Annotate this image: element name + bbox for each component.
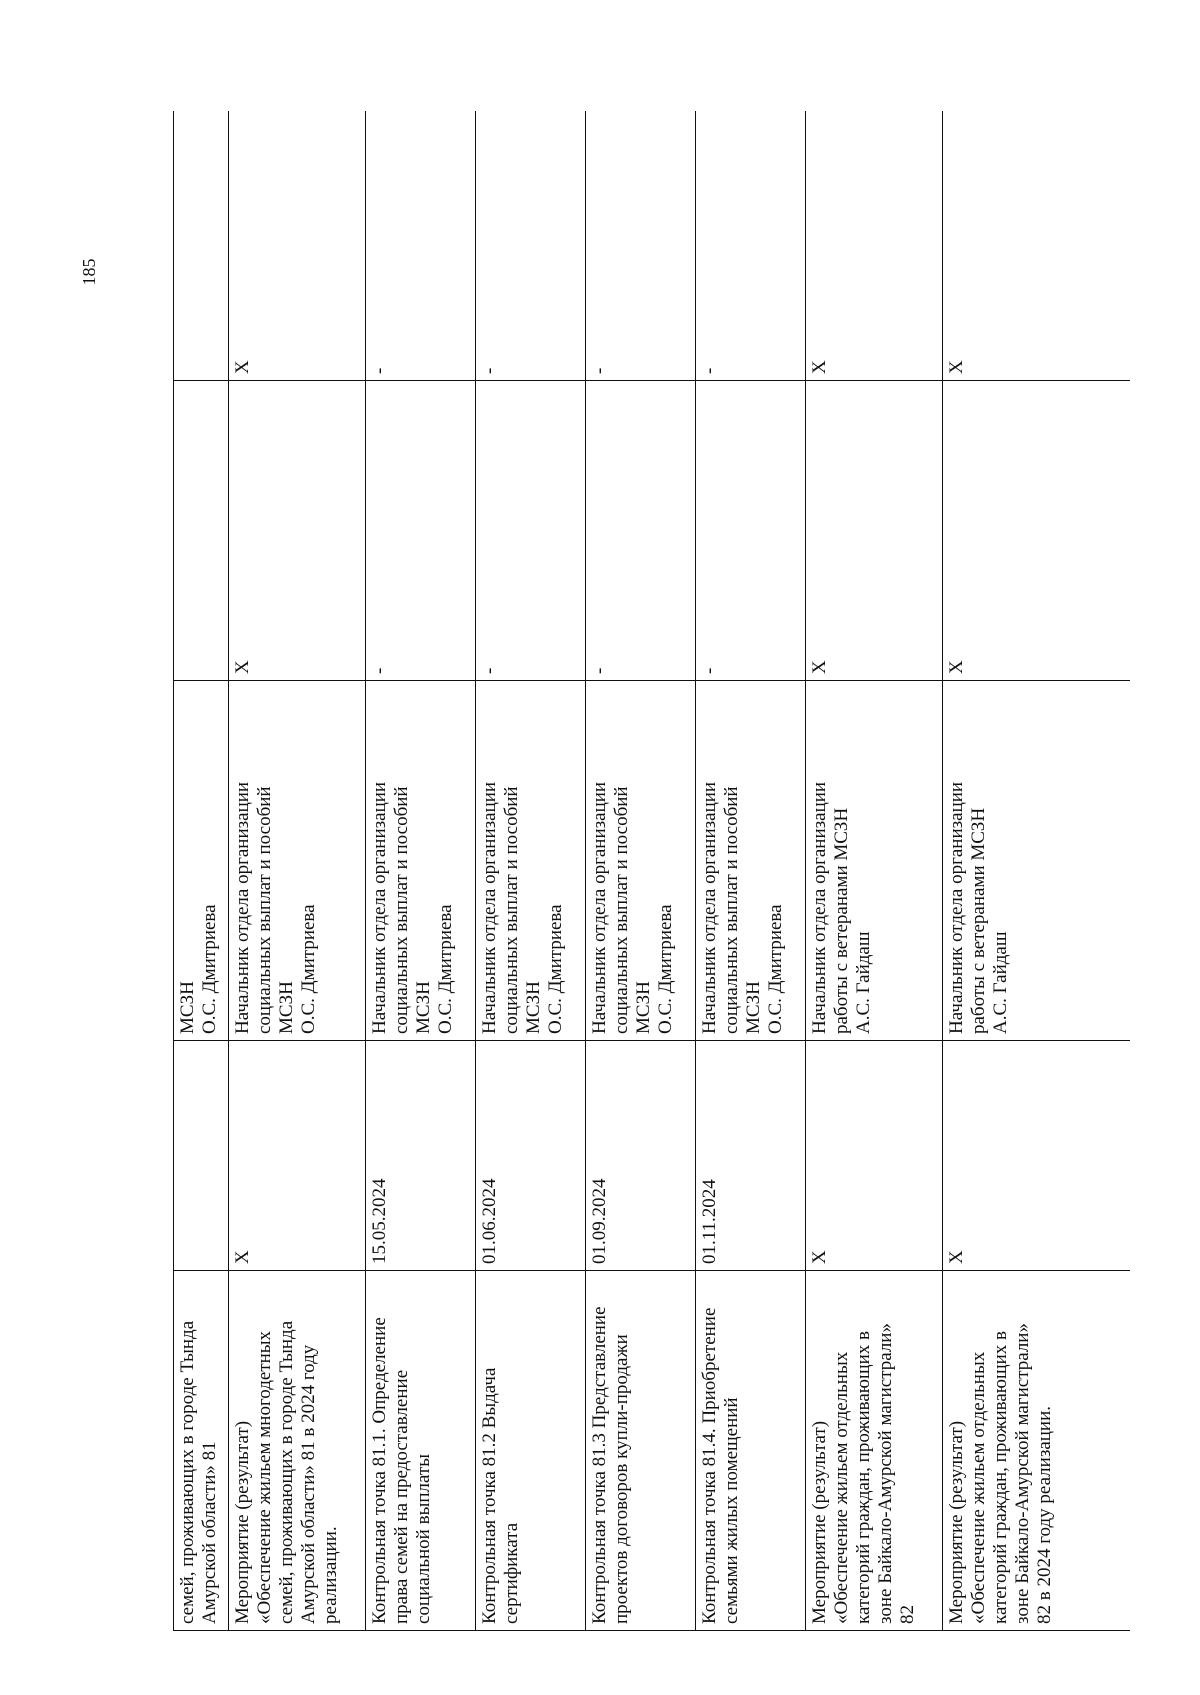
table-row xyxy=(806,111,943,1631)
column-4-cell: - xyxy=(696,381,806,681)
rotated-table-frame xyxy=(173,111,1130,1631)
column-4-cell: X xyxy=(229,381,366,681)
table-row xyxy=(366,111,476,1631)
responsible-cell: Начальник отдела организации социальных выплат и пособий МСЗН О.С. Дмитриева xyxy=(229,681,366,1041)
column-5-cell: - xyxy=(366,111,476,381)
table-row xyxy=(943,111,1131,1631)
column-5-cell: X xyxy=(806,111,943,381)
event-cell: Контрольная точка 81.2 Выдача сертификата xyxy=(476,1271,586,1631)
date-cell: 01.06.2024 xyxy=(476,1041,586,1271)
column-5-cell: - xyxy=(696,111,806,381)
date-cell: X xyxy=(229,1041,366,1271)
event-cell: Контрольная точка 81.4. Приобретение семьями жилых помещений xyxy=(696,1271,806,1631)
column-5-cell: - xyxy=(586,111,696,381)
column-5-cell: X xyxy=(943,111,1131,381)
responsible-cell: Начальник отдела организации социальных выплат и пособий МСЗН О.С. Дмитриева xyxy=(476,681,586,1041)
table-row xyxy=(696,111,806,1631)
table-row xyxy=(174,111,229,1631)
column-5-cell xyxy=(174,111,229,381)
date-cell: X xyxy=(806,1041,943,1271)
event-cell: Контрольная точка 81.1. Определение права семей на предоставление социальной выплаты xyxy=(366,1271,476,1631)
event-cell: Контрольная точка 81.3 Представление проектов договоров купли-продажи xyxy=(586,1271,696,1631)
date-cell: X xyxy=(943,1041,1131,1271)
event-cell: Мероприятие (результат) «Обеспечение жильем отдельных категорий граждан, проживающих в зоне Байкало-Амурской магистрали» 82 xyxy=(806,1271,943,1631)
date-cell: 15.05.2024 xyxy=(366,1041,476,1271)
event-cell: Мероприятие (результат) «Обеспечение жильем многодетных семей, проживающих в городе Тында Амурской области» 81 в 2024 году реализации. xyxy=(229,1271,366,1631)
column-5-cell: X xyxy=(229,111,366,381)
table-row xyxy=(586,111,696,1631)
column-4-cell: - xyxy=(586,381,696,681)
column-4-cell: X xyxy=(943,381,1131,681)
events-table xyxy=(173,111,1130,1631)
date-cell: 01.09.2024 xyxy=(586,1041,696,1271)
table-container xyxy=(173,111,1130,1631)
column-4-cell: X xyxy=(806,381,943,681)
date-cell xyxy=(174,1041,229,1271)
table-row xyxy=(229,111,366,1631)
page-number: 185 xyxy=(79,258,99,286)
column-4-cell xyxy=(174,381,229,681)
column-4-cell: - xyxy=(476,381,586,681)
event-cell: Мероприятие (результат) «Обеспечение жильем отдельных категорий граждан, проживающих в зоне Байкало-Амурской магистрали» 82 в 2024 году реализации. xyxy=(943,1271,1131,1631)
table-row xyxy=(476,111,586,1631)
responsible-cell: Начальник отдела организации социальных выплат и пособий МСЗН О.С. Дмитриева xyxy=(586,681,696,1041)
column-4-cell: - xyxy=(366,381,476,681)
responsible-cell: Начальник отдела организации социальных выплат и пособий МСЗН О.С. Дмитриева xyxy=(366,681,476,1041)
event-cell: семей, проживающих в городе Тында Амурской области» 81 xyxy=(174,1271,229,1631)
date-cell: 01.11.2024 xyxy=(696,1041,806,1271)
responsible-cell: Начальник отдела организации работы с ветеранами МСЗН А.С. Гайдаш xyxy=(806,681,943,1041)
responsible-cell: Начальник отдела организации работы с ветеранами МСЗН А.С. Гайдаш xyxy=(943,681,1131,1041)
responsible-cell: МСЗН О.С. Дмитриева xyxy=(174,681,229,1041)
column-5-cell: - xyxy=(476,111,586,381)
responsible-cell: Начальник отдела организации социальных выплат и пособий МСЗН О.С. Дмитриева xyxy=(696,681,806,1041)
